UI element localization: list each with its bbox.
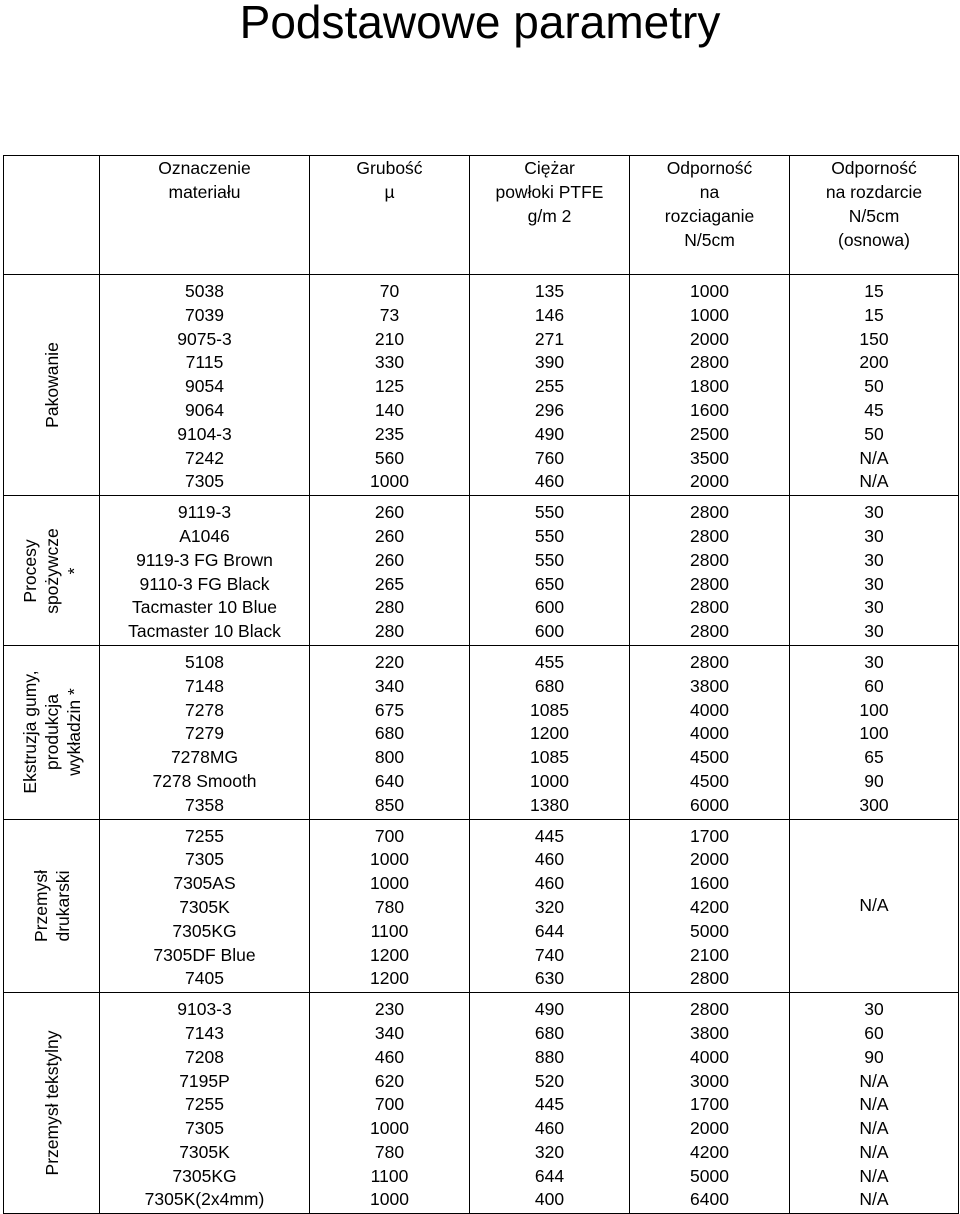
material-cell: [100, 275, 310, 496]
header-line: Odporność: [831, 158, 917, 178]
materials-value: 7279: [185, 723, 224, 744]
weight-value: 600: [534, 597, 565, 618]
weight-value: 400: [534, 1189, 565, 1210]
thickness-value: 280: [374, 597, 405, 618]
thickness-value: 680: [374, 723, 405, 744]
materials-value: 7305DF Blue: [153, 944, 256, 965]
tear-value: N/A: [859, 1118, 889, 1139]
tear-value: 100: [859, 699, 889, 720]
thickness-value: 340: [374, 675, 405, 696]
tear-value: 300: [859, 794, 889, 815]
tensile-value: 4000: [690, 1046, 729, 1067]
thickness-value: 235: [374, 423, 405, 444]
weight-cell: [470, 275, 630, 496]
group-label-line: Ekstruzja gumy,: [19, 670, 40, 794]
weight-value: 520: [534, 1070, 565, 1091]
tear-cell: [790, 819, 959, 993]
tensile-value: 2000: [690, 328, 729, 349]
tear-cell: [790, 275, 959, 496]
materials-value: 9119-3: [177, 502, 232, 523]
materials-value: 7278 Smooth: [152, 770, 257, 791]
tensile-value: 2800: [690, 621, 729, 642]
tensile-cell: [630, 645, 790, 819]
material-cell: [100, 993, 310, 1214]
thickness-value: 1000: [370, 1189, 409, 1210]
tensile-value: 4500: [690, 747, 729, 768]
tensile-value: 1700: [690, 1094, 729, 1115]
thickness-value: 1000: [370, 471, 409, 492]
tear-value: 30: [864, 573, 884, 594]
materials-value: 7255: [185, 825, 224, 846]
weight-value: 460: [534, 849, 565, 870]
header-line: materiału: [168, 182, 241, 202]
tensile-value: 2000: [690, 471, 729, 492]
weight-cell: [470, 993, 630, 1214]
materials-value: 7255: [185, 1094, 224, 1115]
tensile-value: 4000: [690, 699, 729, 720]
thickness-cell: [310, 275, 470, 496]
thickness-value: 700: [374, 825, 405, 846]
header-line: rozciaganie: [664, 206, 755, 226]
thickness-value: 265: [374, 573, 405, 594]
tear-cell: [790, 645, 959, 819]
tensile-value: 5000: [690, 1165, 729, 1186]
materials-value: 7305K(2x4mm): [144, 1189, 265, 1210]
thickness-value: 1200: [370, 968, 409, 989]
group-label: [19, 528, 85, 614]
tear-value: 100: [859, 723, 889, 744]
tensile-value: 2800: [690, 968, 729, 989]
header-line: na rozdarcie: [825, 182, 923, 202]
thickness-value: 73: [379, 304, 400, 325]
thickness-value: 230: [374, 999, 405, 1020]
tensile-value: 2000: [690, 1118, 729, 1139]
tensile-value: 1600: [690, 873, 729, 894]
weight-value: 644: [534, 920, 565, 941]
tear-value: N/A: [859, 447, 889, 468]
tear-value: 30: [864, 597, 884, 618]
group-label: [19, 671, 85, 794]
weight-value: 271: [534, 328, 565, 349]
materials-value: 7305: [185, 849, 224, 870]
weight-value: 550: [534, 502, 565, 523]
thickness-value: 1100: [370, 1165, 409, 1186]
group-label-line: wykładzin *: [63, 688, 84, 777]
materials-value: 7278MG: [170, 747, 239, 768]
weight-cell: [470, 819, 630, 993]
materials-value: 7358: [185, 794, 224, 815]
tear-value: N/A: [859, 1165, 889, 1186]
tear-value: 60: [864, 1022, 884, 1043]
tensile-value: 4200: [690, 896, 729, 917]
header-line: Odporność: [666, 158, 753, 178]
thickness-value: 675: [374, 699, 405, 720]
materials-value: 9064: [185, 399, 224, 420]
group-label-cell: [4, 819, 100, 993]
thickness-value: 210: [374, 328, 405, 349]
materials-value: A1046: [179, 525, 230, 546]
header-line: N/5cm: [684, 230, 735, 250]
tensile-value: 4200: [690, 1141, 729, 1162]
tensile-value: 3000: [690, 1070, 729, 1091]
weight-value: 760: [534, 447, 565, 468]
thickness-value: 1000: [370, 1118, 409, 1139]
weight-value: 135: [534, 281, 565, 301]
tensile-value: 3500: [690, 447, 729, 468]
tensile-value: 2000: [690, 849, 729, 870]
tensile-value: 2800: [690, 999, 729, 1020]
materials-value: 7305K: [179, 896, 230, 917]
thickness-value: 700: [374, 1094, 405, 1115]
tear-value: 200: [859, 352, 889, 373]
thickness-cell: [310, 819, 470, 993]
weight-value: 680: [534, 1022, 565, 1043]
material-cell: [100, 645, 310, 819]
group-row: [4, 645, 959, 819]
thickness-value: 780: [374, 1141, 405, 1162]
header-line: µ: [384, 182, 395, 202]
materials-value: 9103-3: [177, 999, 232, 1020]
weight-value: 1200: [530, 723, 569, 744]
group-label-line: Procesy: [19, 538, 40, 603]
tensile-value: 1800: [690, 376, 729, 397]
materials-value: 9104-3: [177, 423, 232, 444]
thickness-value: 70: [379, 281, 400, 301]
group-label: [30, 870, 74, 942]
group-label-line: *: [63, 567, 84, 574]
materials-value: 9075-3: [177, 328, 232, 349]
group-label: [41, 1031, 63, 1176]
weight-value: 320: [534, 896, 565, 917]
thickness-value: 340: [374, 1022, 405, 1043]
group-row: [4, 496, 959, 646]
thickness-value: 850: [374, 794, 405, 815]
weight-value: 1380: [530, 794, 569, 815]
weight-value: 460: [534, 1118, 565, 1139]
weight-value: 1085: [530, 699, 569, 720]
materials-value: 7143: [185, 1022, 224, 1043]
tear-value: 65: [864, 747, 884, 768]
header-line: Ciężar: [524, 158, 575, 178]
tensile-value: 4000: [690, 723, 729, 744]
weight-value: 460: [534, 471, 565, 492]
tensile-value: 1000: [690, 304, 729, 325]
materials-value: 7305AS: [173, 873, 236, 894]
materials-value: 7195P: [179, 1070, 230, 1091]
tear-value: 30: [864, 621, 884, 642]
materials-value: 7148: [185, 675, 224, 696]
tensile-value: 2800: [690, 651, 729, 672]
tear-value: 60: [864, 675, 884, 696]
weight-value: 1000: [530, 770, 569, 791]
group-label-line: produkcja: [41, 694, 62, 771]
materials-value: 5038: [185, 281, 224, 301]
weight-value: 630: [534, 968, 565, 989]
weight-value: 445: [534, 1094, 565, 1115]
tensile-value: 2100: [690, 944, 729, 965]
tensile-value: 1000: [690, 281, 729, 301]
tear-value: N/A: [859, 1094, 889, 1115]
thickness-value: 620: [374, 1070, 405, 1091]
tear-value: 30: [864, 525, 884, 546]
weight-value: 490: [534, 999, 565, 1020]
thickness-value: 640: [374, 770, 405, 791]
thickness-cell: [310, 496, 470, 646]
materials-value: 7305K: [179, 1141, 230, 1162]
tensile-value: 6000: [690, 794, 729, 815]
tensile-value: 2800: [690, 352, 729, 373]
tensile-cell: [630, 993, 790, 1214]
header-weight: [470, 156, 630, 275]
materials-value: 7305KG: [172, 920, 237, 941]
tear-value: 30: [864, 999, 884, 1020]
weight-value: 1085: [530, 747, 569, 768]
materials-value: 7115: [185, 352, 224, 373]
tensile-value: 2800: [690, 549, 729, 570]
group-row: [4, 993, 959, 1214]
header-group-cell: [4, 156, 100, 275]
group-label-line: drukarski: [52, 870, 73, 942]
thickness-value: 140: [374, 399, 405, 420]
weight-value: 880: [534, 1046, 565, 1067]
group-row: [4, 819, 959, 993]
weight-value: 445: [534, 825, 565, 846]
materials-value: 7305: [185, 471, 224, 492]
header-tear: [790, 156, 959, 275]
weight-value: 390: [534, 352, 565, 373]
tensile-value: 2500: [690, 423, 729, 444]
materials-value: 7242: [185, 447, 224, 468]
thickness-value: 1000: [370, 873, 409, 894]
tear-cell: [790, 993, 959, 1214]
group-row: [4, 275, 959, 496]
tensile-value: 2800: [690, 525, 729, 546]
header-line: g/m 2: [527, 206, 572, 226]
tear-value: 150: [859, 328, 889, 349]
materials-value: 5108: [185, 651, 224, 672]
tear-value: 30: [864, 651, 884, 672]
thickness-value: 1000: [370, 849, 409, 870]
weight-cell: [470, 645, 630, 819]
tear-value: 90: [864, 1046, 884, 1067]
header-tensile: [630, 156, 790, 275]
group-label-line: Pakowanie: [41, 342, 62, 428]
weight-value: 460: [534, 873, 565, 894]
header-line: powłoki PTFE: [495, 182, 604, 202]
thickness-value: 460: [374, 1046, 405, 1067]
weight-value: 296: [534, 399, 565, 420]
materials-value: 7405: [185, 968, 224, 989]
thickness-value: 560: [374, 447, 405, 468]
materials-value: 7039: [185, 304, 224, 325]
thickness-value: 800: [374, 747, 405, 768]
weight-cell: [470, 496, 630, 646]
tear-value: 90: [864, 770, 884, 791]
header-line: Oznaczenie: [158, 158, 251, 178]
materials-value: 9110-3 FG Black: [139, 573, 270, 594]
tear-value: N/A: [859, 895, 889, 916]
thickness-value: 780: [374, 896, 405, 917]
tear-value: 50: [864, 423, 884, 444]
tear-value: 30: [864, 549, 884, 570]
tensile-cell: [630, 819, 790, 993]
tear-value: N/A: [859, 1189, 889, 1210]
tensile-value: 5000: [690, 920, 729, 941]
thickness-value: 330: [374, 352, 405, 373]
thickness-value: 260: [374, 525, 405, 546]
group-label-line: spożywcze: [41, 527, 62, 614]
weight-value: 255: [534, 376, 565, 397]
tear-value: N/A: [859, 1141, 889, 1162]
tensile-cell: [630, 275, 790, 496]
thickness-value: 1100: [370, 920, 409, 941]
materials-value: 7278: [185, 699, 224, 720]
tear-value: 30: [864, 502, 884, 523]
group-label: [41, 342, 63, 428]
weight-value: 490: [534, 423, 565, 444]
materials-value: 7208: [185, 1046, 224, 1067]
header-line: N/5cm: [848, 206, 900, 226]
thickness-cell: [310, 645, 470, 819]
materials-value: Tacmaster 10 Blue: [132, 597, 277, 618]
tensile-value: 3800: [690, 1022, 729, 1043]
thickness-value: 1200: [370, 944, 409, 965]
tear-cell: [790, 496, 959, 646]
materials-value: 7305: [185, 1118, 224, 1139]
material-cell: [100, 819, 310, 993]
tear-value: 15: [864, 304, 884, 325]
thickness-value: 260: [374, 549, 405, 570]
material-cell: [100, 496, 310, 646]
tensile-cell: [630, 496, 790, 646]
thickness-value: 260: [374, 502, 405, 523]
page-title: Podstawowe parametry: [239, 0, 721, 48]
weight-value: 550: [534, 549, 565, 570]
thickness-value: 220: [374, 651, 405, 672]
weight-value: 650: [534, 573, 565, 594]
header-line: na: [699, 182, 720, 202]
header-line: Grubość: [356, 158, 423, 178]
weight-value: 455: [534, 651, 565, 672]
parameters-table: [3, 155, 959, 1214]
tear-value: N/A: [859, 471, 889, 492]
group-label-cell: [4, 993, 100, 1214]
tensile-value: 3800: [690, 675, 729, 696]
group-label-cell: [4, 275, 100, 496]
header-line: (osnowa): [838, 230, 910, 250]
header-material: [100, 156, 310, 275]
group-label-cell: [4, 645, 100, 819]
tensile-value: 1700: [690, 825, 729, 846]
weight-value: 680: [534, 675, 565, 696]
tear-value: N/A: [859, 1070, 889, 1091]
tensile-value: 2800: [690, 573, 729, 594]
materials-value: 9119-3 FG Brown: [136, 549, 273, 570]
tear-value: 15: [864, 281, 884, 301]
tensile-value: 4500: [690, 770, 729, 791]
tensile-value: 2800: [690, 502, 729, 523]
tear-value: 50: [864, 376, 884, 397]
weight-value: 740: [534, 944, 565, 965]
header-thickness: [310, 156, 470, 275]
materials-value: 9054: [185, 376, 224, 397]
weight-value: 600: [534, 621, 565, 642]
tensile-value: 2800: [690, 597, 729, 618]
header-row: [4, 156, 959, 275]
tear-value: 45: [864, 399, 884, 420]
weight-value: 644: [534, 1165, 565, 1186]
weight-value: 320: [534, 1141, 565, 1162]
weight-value: 146: [534, 304, 565, 325]
group-label-line: Przemysł: [30, 869, 51, 942]
tensile-value: 1600: [690, 399, 729, 420]
thickness-value: 125: [374, 376, 405, 397]
thickness-cell: [310, 993, 470, 1214]
group-label-line: Przemysł tekstylny: [41, 1030, 62, 1176]
materials-value: Tacmaster 10 Black: [128, 621, 281, 642]
tensile-value: 6400: [690, 1189, 729, 1210]
materials-value: 7305KG: [172, 1165, 237, 1186]
weight-value: 550: [534, 525, 565, 546]
thickness-value: 280: [374, 621, 405, 642]
group-label-cell: [4, 496, 100, 646]
